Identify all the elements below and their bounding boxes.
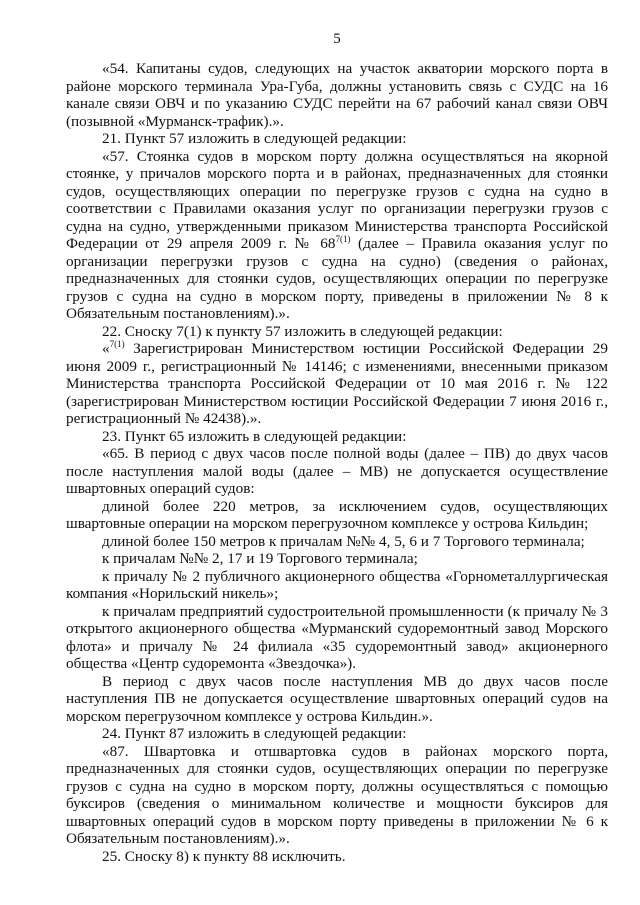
list-item: к причалу № 2 публичного акционерного общества «Горнометаллургическая компания «Норильский никель»;: [66, 567, 608, 602]
paragraph-item-65: «65. В период с двух часов после полной воды (далее – ПВ) до двух часов после наступления малой воды (далее – МВ) не допускается осуществление швартовных операций судов:: [66, 445, 608, 497]
list-item: к причалам №№ 2, 17 и 19 Торгового терминала;: [102, 550, 418, 567]
paragraph-footnote-7-1: [66, 340, 608, 428]
footnote-7-1-text: Зарегистрирован Министерством юстиции Российской Федерации 29 июня 2009 г., регистрационный № 14146; с изменениями, внесенными приказом Министерства транспорта Российской Федерации от 10 мая 2016 г. № 122 (зарегистрирован Министерством юстиции Российской Федерации 7 июня 2016 г., регистрационный № 42438).».: [66, 340, 608, 427]
paragraph-amendment-25: 25. Сноску 8) к пункту 88 исключить.: [102, 847, 346, 865]
paragraph-item-54: «54. Капитаны судов, следующих на участок акватории морского порта в районе морского терминала Ура-Губа, должны установить связь с СУДС на 16 канале связи ОВЧ и по указанию СУДС перейти на 67 рабочий канал связи ОВЧ (позывной «Мурманск-трафик).».: [66, 60, 608, 130]
paragraph-amendment-22: 22. Сноску 7(1) к пункту 57 изложить в следующей редакции:: [102, 322, 503, 340]
paragraph-amendment-21: 21. Пункт 57 изложить в следующей редакции:: [102, 130, 407, 147]
item-57-text: «57. Стоянка судов в морском порту должна осуществляться на якорной стоянке, у причалов морского порта и в районах, предназначенных для стоянки судов, осуществляющих операции по перегрузке грузов с судна на судно в соответствии с Правилами оказания услуг по организации перегрузки грузов с судна на судно, утвержденными приказом Министерства транспорта Российской Федерации от 29 апреля 2009 г. № 68: [66, 147, 608, 252]
list-item: длиной более 150 метров к причалам №№ 4, 5, 6 и 7 Торгового терминала;: [102, 532, 585, 550]
list-item: к причалам предприятий судостроительной промышленности (к причалу № 3 открытого акционерного общества «Мурманский судоремонтный завод Морского флота» и причалу № 24 филиала «35 судоремонтный завод» акционерного общества «Центр судоремонта «Звездочка»).: [66, 602, 608, 672]
paragraph-amendment-23: 23. Пункт 65 изложить в следующей редакции:: [102, 427, 407, 445]
page-number: 5: [333, 31, 341, 47]
paragraph-item-87: «87. Швартовка и отшвартовка судов в районах морского порта, предназначенных для стоянки судов, осуществляющих операции по перегрузке грузов с судна на судно в морском порту, должны осуществляться с помощью буксиров (сведения о минимальном количестве и мощности буксиров для швартовных операций судов в морском порту приведены в приложении № 6 к Обязательным постановлениям).».: [66, 742, 608, 847]
footnote-open-quote: «: [102, 340, 110, 357]
document-body: [66, 60, 608, 865]
paragraph-item-65-closing: В период с двух часов после наступления МВ до двух часов после наступления ПВ не допускается осуществление швартовных операций судов на морском перегрузочном комплексе у острова Кильдин.».: [66, 672, 608, 725]
list-item: длиной более 220 метров, за исключением судов, осуществляющих швартовные операции на морском перегрузочном комплексе у острова Кильдин;: [66, 497, 608, 532]
paragraph-amendment-24: 24. Пункт 87 изложить в следующей редакции:: [102, 725, 407, 742]
paragraph-item-57: [66, 148, 608, 323]
footnote-marker-7-1: 7(1): [109, 339, 125, 349]
item-57-text-continued: (далее – Правила оказания услуг по организации перегрузки грузов с судна на судно) (сведения о районах, предназначенных для стоянки судов, осуществляющих операции по перегрузке грузов с судна на судно в морском порту, приведены в приложении № 8 к Обязательным постановлениям).».: [66, 235, 608, 322]
footnote-ref-7-1: 7(1): [335, 234, 351, 244]
